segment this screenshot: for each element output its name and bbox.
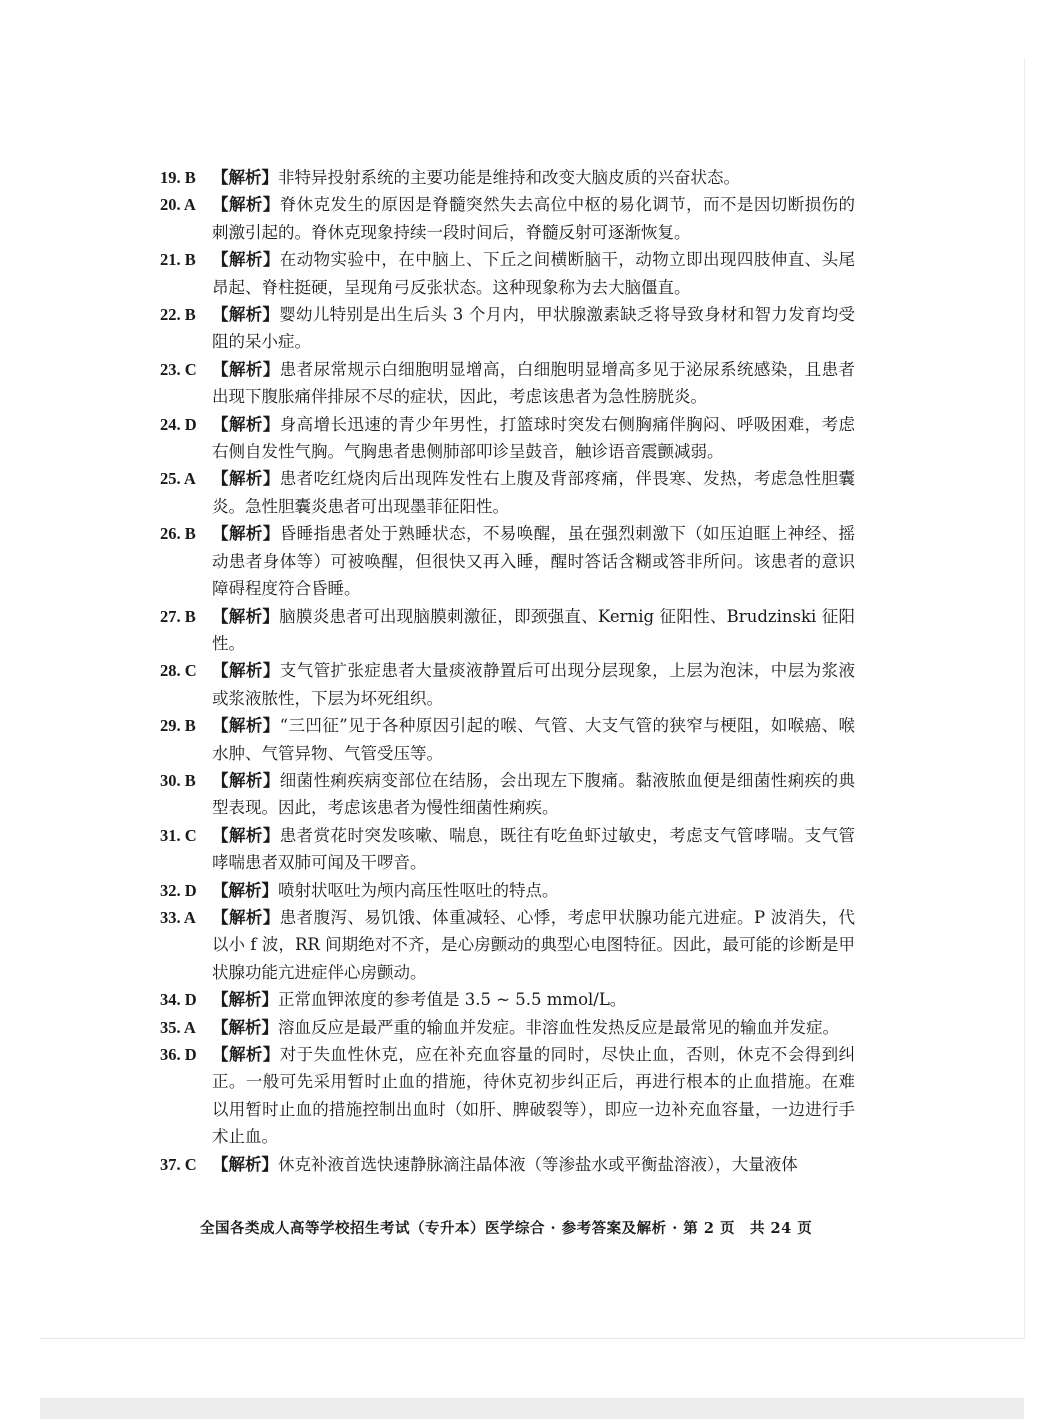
analysis-tag: 【 解析 】 <box>212 1045 280 1064</box>
analysis-tag: 【 解析 】 <box>212 168 278 187</box>
answer-item <box>160 767 855 822</box>
answer-body <box>212 712 855 767</box>
answer-item <box>160 1151 855 1178</box>
analysis-tag: 【 解析 】 <box>212 1155 278 1174</box>
answer-item <box>160 712 855 767</box>
answer-number: 32. D <box>160 880 197 900</box>
answer-item <box>160 657 855 712</box>
analysis-tag: 【 解析 】 <box>212 1018 278 1037</box>
analysis-text: 非特异投射系统的主要功能是维持和改变大脑皮质的兴奋状态。 <box>278 168 740 187</box>
answer-number: 20. A <box>160 195 196 215</box>
answer-item <box>160 301 855 356</box>
answer-body <box>212 465 855 520</box>
analysis-tag: 【 解析 】 <box>212 990 278 1009</box>
answer-number: 23. C <box>160 359 197 379</box>
analysis-tag: 【 解析 】 <box>212 305 279 324</box>
analysis-text: 身高增长迅速的青少年男性，打篮球时突发右侧胸痛伴胸闷、呼吸困难，考虑右侧自发性气胸。气胸患者患侧肺部叩诊呈鼓音，触诊语音震颤减弱。 <box>212 414 856 462</box>
answer-item <box>160 411 855 466</box>
answer-body <box>212 191 855 246</box>
answer-number: 21. B <box>160 250 196 270</box>
analysis-tag: 【 解析 】 <box>212 195 280 214</box>
answer-body <box>212 356 855 411</box>
analysis-text: 患者腹泻、易饥饿、体重减轻、心悸，考虑甲状腺功能亢进症。P 波消失，代以小 f 波，RR 间期绝对不齐，是心房颤动的典型心电图特征。因此，最可能的诊断是甲状腺功能亢进症伴心房颤动。 <box>212 907 855 982</box>
answer-number: 31. C <box>160 825 197 845</box>
answer-body <box>212 246 855 301</box>
analysis-text: 患者赏花时突发咳嗽、喘息，既往有吃鱼虾过敏史，考虑支气管哮喘。支气管哮喘患者双肺可闻及干啰音。 <box>212 825 856 873</box>
answer-item <box>160 465 855 520</box>
analysis-text: 休克补液首选快速静脉滴注晶体液（等渗盐水或平衡盐溶液），大量液体 <box>278 1154 798 1174</box>
analysis-text: 在动物实验中，在中脑上、下丘之间横断脑干，动物立即出现四肢伸直、头尾昂起、脊柱挺硬，呈现角弓反张状态。这种现象称为去大脑僵直。 <box>212 250 856 297</box>
answer-item <box>160 904 855 986</box>
analysis-text: 喷射状呕吐为颅内高压性呕吐的特点。 <box>278 880 559 900</box>
analysis-tag: 【 解析 】 <box>212 415 280 434</box>
answer-item <box>160 164 855 191</box>
answer-number: 34. D <box>160 990 197 1010</box>
analysis-text: 溶血反应是最严重的输血并发症。非溶血性发热反应是最常见的输血并发症。 <box>278 1017 839 1037</box>
answer-list <box>160 164 855 1178</box>
analysis-tag: 【 解析 】 <box>212 661 280 680</box>
analysis-text: 正常血钾浓度的参考值是 3.5 ~ 5.5 mmol/L。 <box>278 990 627 1010</box>
answer-body <box>212 1041 855 1151</box>
analysis-tag: 【 解析 】 <box>212 250 280 269</box>
answer-item <box>160 356 855 411</box>
analysis-text: 患者尿常规示白细胞明显增高，白细胞明显增高多见于泌尿系统感染，且患者出现下腹胀痛伴排尿不尽的症状，因此，考虑该患者为急性膀胱炎。 <box>212 359 856 407</box>
analysis-text: 细菌性痢疾病变部位在结肠，会出现左下腹痛。黏液脓血便是细菌性痢疾的典型表现。因此，考虑该患者为慢性细菌性痢疾。 <box>212 770 856 818</box>
analysis-tag: 【 解析 】 <box>212 881 278 900</box>
answer-body <box>212 164 855 191</box>
answer-number: 30. B <box>160 770 196 790</box>
analysis-tag: 【 解析 】 <box>212 524 280 543</box>
answer-body <box>212 877 855 904</box>
analysis-text: 婴幼儿特别是出生后头 3 个月内，甲状腺激素缺乏将导致身材和智力发育均受阻的呆小症。 <box>212 305 856 352</box>
answer-number: 36. D <box>160 1045 197 1064</box>
analysis-text: 患者吃红烧肉后出现阵发性右上腹及背部疼痛，伴畏寒、发热，考虑急性胆囊炎。急性胆囊炎患者可出现墨菲征阳性。 <box>212 469 856 516</box>
answer-body <box>212 520 855 602</box>
answer-body <box>212 411 855 466</box>
bottom-strip <box>40 1398 1024 1419</box>
answer-body <box>212 301 855 356</box>
analysis-text: 脊休克发生的原因是脊髓突然失去高位中枢的易化调节，而不是因切断损伤的刺激引起的。脊休克现象持续一段时间后，脊髓反射可逐渐恢复。 <box>212 195 856 242</box>
analysis-text: 支气管扩张症患者大量痰液静置后可出现分层现象，上层为泡沫，中层为浆液或浆液脓性，下层为坏死组织。 <box>212 661 856 708</box>
answer-number: 25. A <box>160 469 196 489</box>
analysis-text: “三凹征”见于各种原因引起的喉、气管、大支气管的狭窄与梗阻，如喉癌、喉水肿、气管异物、气管受压等。 <box>212 716 856 763</box>
analysis-tag: 【 解析 】 <box>212 607 279 626</box>
answer-number: 19. B <box>160 168 196 187</box>
answer-number: 27. B <box>160 606 196 626</box>
analysis-tag: 【 解析 】 <box>212 826 280 845</box>
answer-body <box>212 986 855 1013</box>
analysis-tag: 【 解析 】 <box>212 908 280 927</box>
analysis-text: 昏睡指患者处于熟睡状态，不易唤醒，虽在强烈刺激下（如压迫眶上神经、摇动患者身体等）可被唤醒，但很快又再入睡，醒时答话含糊或答非所问。该患者的意识障碍程度符合昏睡。 <box>212 524 856 599</box>
analysis-tag: 【 解析 】 <box>212 716 280 735</box>
answer-body <box>212 657 855 712</box>
analysis-tag: 【 解析 】 <box>212 360 280 379</box>
answer-number: 22. B <box>160 305 196 325</box>
answer-body <box>212 1151 855 1178</box>
answer-item <box>160 520 855 602</box>
answer-item <box>160 603 855 658</box>
answer-item <box>160 1014 855 1041</box>
answer-body <box>212 904 855 986</box>
analysis-text: 对于失血性休克，应在补充血容量的同时，尽快止血，否则，休克不会得到纠正。一般可先采用暂时止血的措施，待休克初步纠正后，再进行根本的止血措施。在难以用暂时止血的措施控制出血时（如肝、脾破裂等），即应一边补充血容量，一边进行手术止血。 <box>212 1045 856 1147</box>
answer-body <box>212 1014 855 1041</box>
answer-number: 29. B <box>160 716 196 736</box>
answer-item <box>160 986 855 1013</box>
answer-number: 35. A <box>160 1017 196 1037</box>
answer-number: 33. A <box>160 907 196 927</box>
answer-number: 26. B <box>160 524 196 544</box>
answer-item <box>160 246 855 301</box>
answer-body <box>212 603 855 658</box>
analysis-tag: 【 解析 】 <box>212 469 280 488</box>
answer-body <box>212 767 855 822</box>
page-footer: 全国各类成人高等学校招生考试（专升本）医学综合 · 参考答案及解析 · 第 2 页 共 24 页 <box>200 1220 813 1237</box>
answer-body <box>212 822 855 877</box>
answer-number: 37. C <box>160 1154 197 1174</box>
answer-item <box>160 1041 855 1151</box>
answer-number: 28. C <box>160 661 197 681</box>
analysis-text: 脑膜炎患者可出现脑膜刺激征，即颈强直、Kernig 征阳性、Brudzinski 征阳性。 <box>212 606 856 653</box>
answer-item <box>160 822 855 877</box>
answer-number: 24. D <box>160 414 197 434</box>
answer-item <box>160 191 855 246</box>
analysis-tag: 【 解析 】 <box>212 771 280 790</box>
answer-item <box>160 877 855 904</box>
